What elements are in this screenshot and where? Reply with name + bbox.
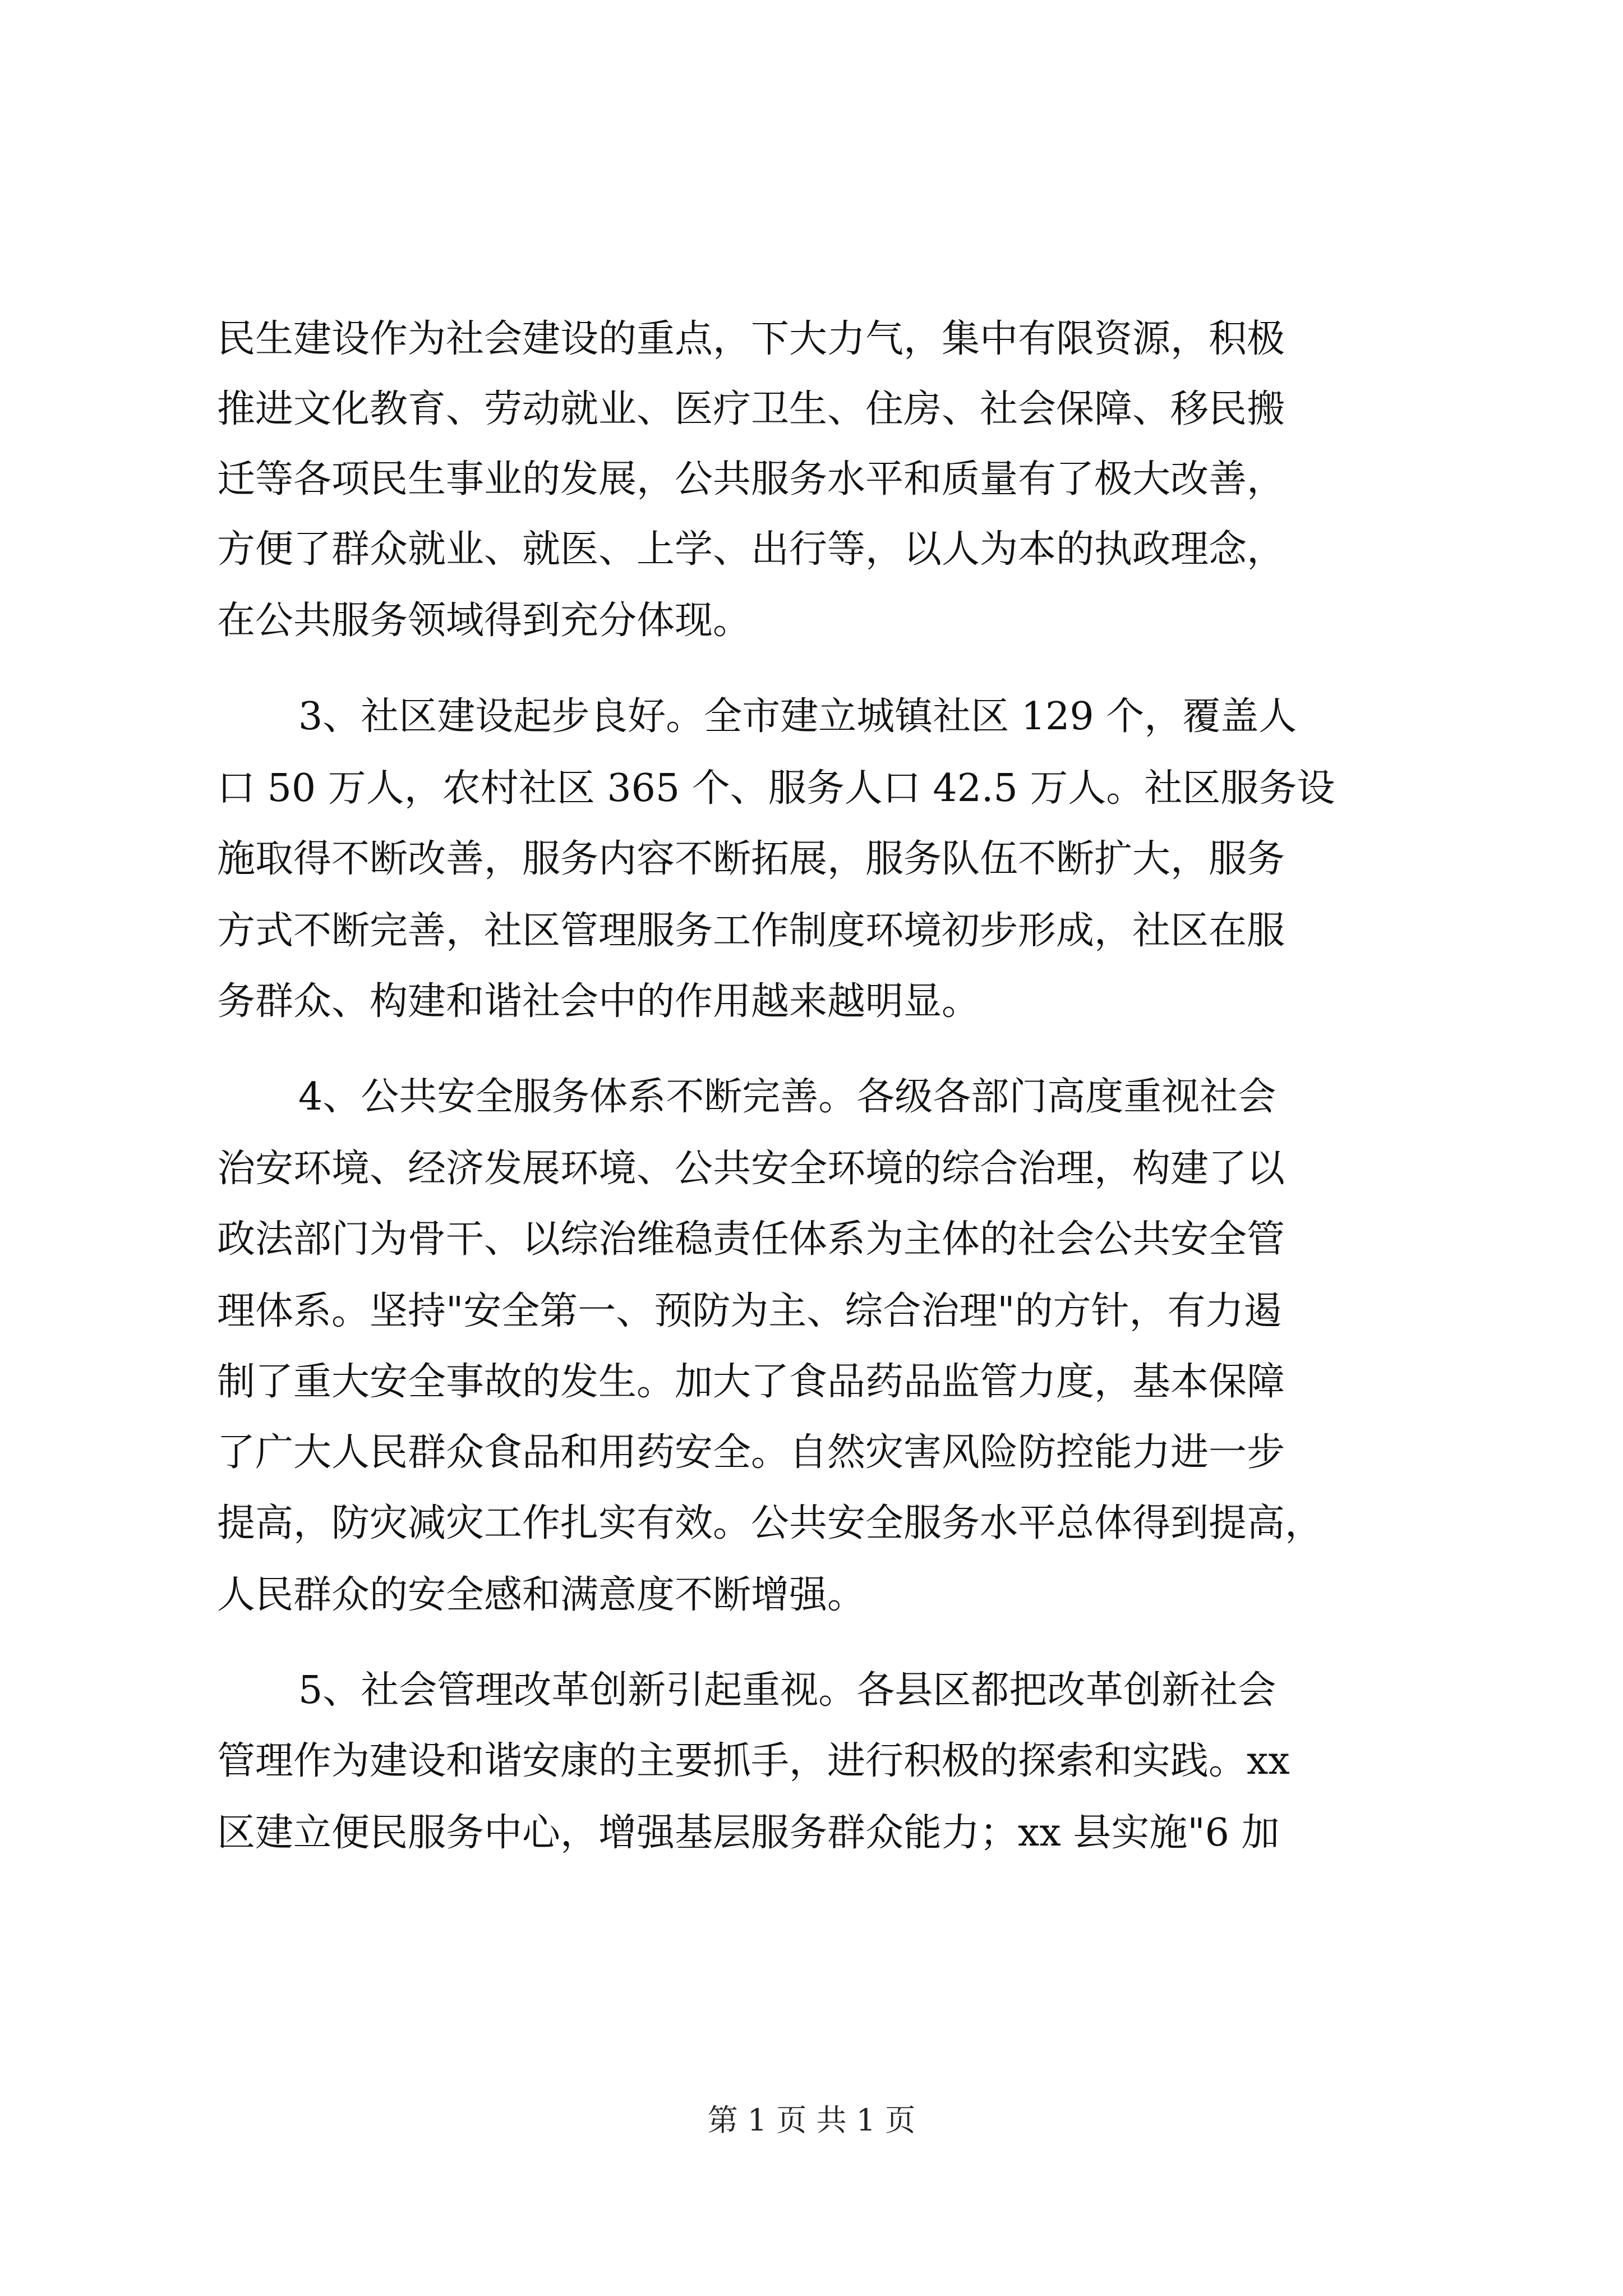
text-line: 治安环境、经济发展环境、公共安全环境的综合治理，构建了以 [217,1147,1285,1191]
text-line: 了广大人民群众食品和用药安全。自然灾害风险防控能力进一步 [217,1430,1285,1475]
text-line: 提高，防灾减灾工作扎实有效。公共安全服务水平总体得到提高， [217,1501,1324,1545]
text-line: 区建立便民服务中心，增强基层服务群众能力；xx 县实施"6 加 [217,1811,1280,1855]
text-line: 民生建设作为社会建设的重点，下大力气，集中有限资源，积极 [217,317,1285,361]
page-number-footer: 第 1 页 共 1 页 [707,2102,916,2138]
text-line: 推进文化教育、劳动就业、医疗卫生、住房、社会保障、移民搬 [217,387,1285,431]
text-line: 在公共服务领域得到充分体现。 [217,599,751,643]
paragraph-3-first-line: 3、社区建设起步良好。全市建立城镇社区 129 个，覆盖人 [298,694,1297,739]
text-line: 方式不断完善，社区管理服务工作制度环境初步形成，社区在服 [217,909,1285,953]
text-line: 迁等各项民生事业的发展，公共服务水平和质量有了极大改善， [217,457,1285,501]
paragraph-4-first-line: 4、公共安全服务体系不断完善。各级各部门高度重视社会 [298,1075,1276,1119]
text-line: 理体系。坚持"安全第一、预防为主、综合治理"的方针，有力遏 [217,1289,1282,1333]
text-line: 口 50 万人，农村社区 365 个、服务人口 42.5 万人。社区服务设 [217,766,1335,811]
text-line: 制了重大安全事故的发生。加大了食品药品监管力度，基本保障 [217,1360,1285,1404]
text-line: 政法部门为骨干、以综治维稳责任体系为主体的社会公共安全管 [217,1217,1285,1262]
text-line: 人民群众的安全感和满意度不断增强。 [217,1573,866,1617]
text-line: 务群众、构建和谐社会中的作用越来越明显。 [217,979,980,1024]
text-line: 管理作为建设和谐安康的主要抓手，进行积极的探索和实践。xx [217,1739,1290,1783]
text-line: 施取得不断改善，服务内容不断拓展，服务队伍不断扩大，服务 [217,837,1285,881]
paragraph-5-first-line: 5、社会管理改革创新引起重视。各县区都把改革创新社会 [298,1668,1276,1713]
text-line: 方便了群众就业、就医、上学、出行等，以人为本的执政理念， [217,527,1285,572]
